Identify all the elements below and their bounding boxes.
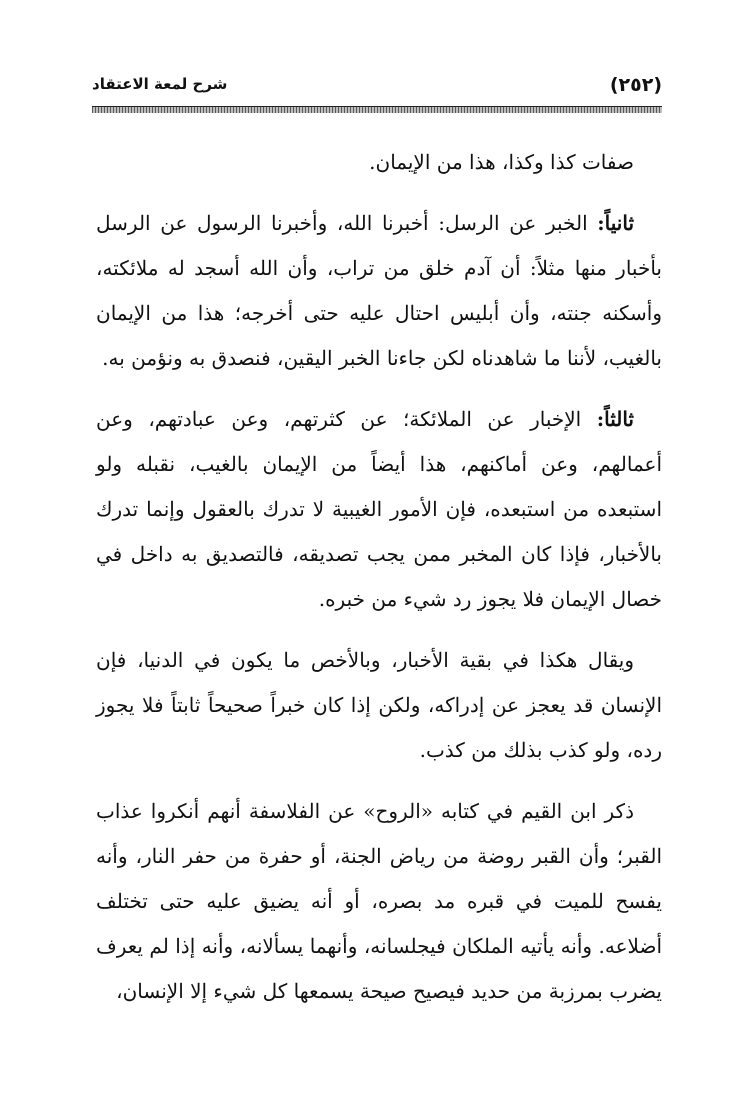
paragraph-5-text: ذكر ابن القيم في كتابه «الروح» عن الفلاسفة أنهم أنكروا عذاب القبر؛ وأن القبر روضة من رياض الجنة، أو حفرة من حفر النار، وأنه يفسح للميت في قبره مد بصره، أو أنه يضيق عليه حتى تختلف أضلاعه. وأنه يأتيه الملكان فيجلسانه، وأنهما يسألانه، وأنه إذا لم يعرف يضرب بمرزبة من حديد فيصيح صيحة يسمعها كل شيء إلا الإنسان، xyxy=(96,799,662,1003)
paragraph-3-lead: ثالثاً: xyxy=(596,407,634,431)
body-text xyxy=(96,140,662,1014)
paragraph-2 xyxy=(96,201,662,381)
paragraph-3-text: الإخبار عن الملائكة؛ عن كثرتهم، وعن عبادتهم، وعن أعمالهم، وعن أماكنهم، هذا أيضاً من الإيمان بالغيب، نقبله ولو استبعده من استبعده، فإن الأمور الغيبية لا تدرك بالعقول وإنما تدرك بالأخبار، فإذا كان المخبر ممن يجب تصديقه، فالتصديق به داخل في خصال الإيمان فلا يجوز رد شيء من خبره. xyxy=(96,407,662,611)
paragraph-2-lead: ثانياً: xyxy=(597,211,635,235)
paragraph-1-text: صفات كذا وكذا، هذا من الإيمان. xyxy=(369,150,634,174)
paragraph-3 xyxy=(96,397,662,622)
paragraph-5 xyxy=(96,789,662,1014)
book-title: شرح لمعة الاعتقاد xyxy=(92,75,228,93)
paragraph-4 xyxy=(96,638,662,773)
paragraph-4-text: ويقال هكذا في بقية الأخبار، وبالأخص ما يكون في الدنيا، فإن الإنسان قد يعجز عن إدراكه، ولكن إذا كان خبراً صحيحاً ثابتاً فلا يجوز رده، ولو كذب بذلك من كذب. xyxy=(96,648,662,762)
paragraph-2-text: الخبر عن الرسل: أخبرنا الله، وأخبرنا الرسول عن الرسل بأخبار منها مثلاً: أن آدم خلق من تراب، وأن الله أسجد له ملائكته، وأسكنه جنته، وأن أبليس احتال عليه حتى أخرجه؛ هذا من الإيمان بالغيب، لأننا ما شاهدناه لكن جاءنا الخبر اليقين، فنصدق به ونؤمن به. xyxy=(96,211,662,370)
page-header xyxy=(92,68,662,108)
header-rule xyxy=(92,106,662,113)
paragraph-1 xyxy=(96,140,662,185)
page-number: (٢٥٢) xyxy=(609,74,662,96)
